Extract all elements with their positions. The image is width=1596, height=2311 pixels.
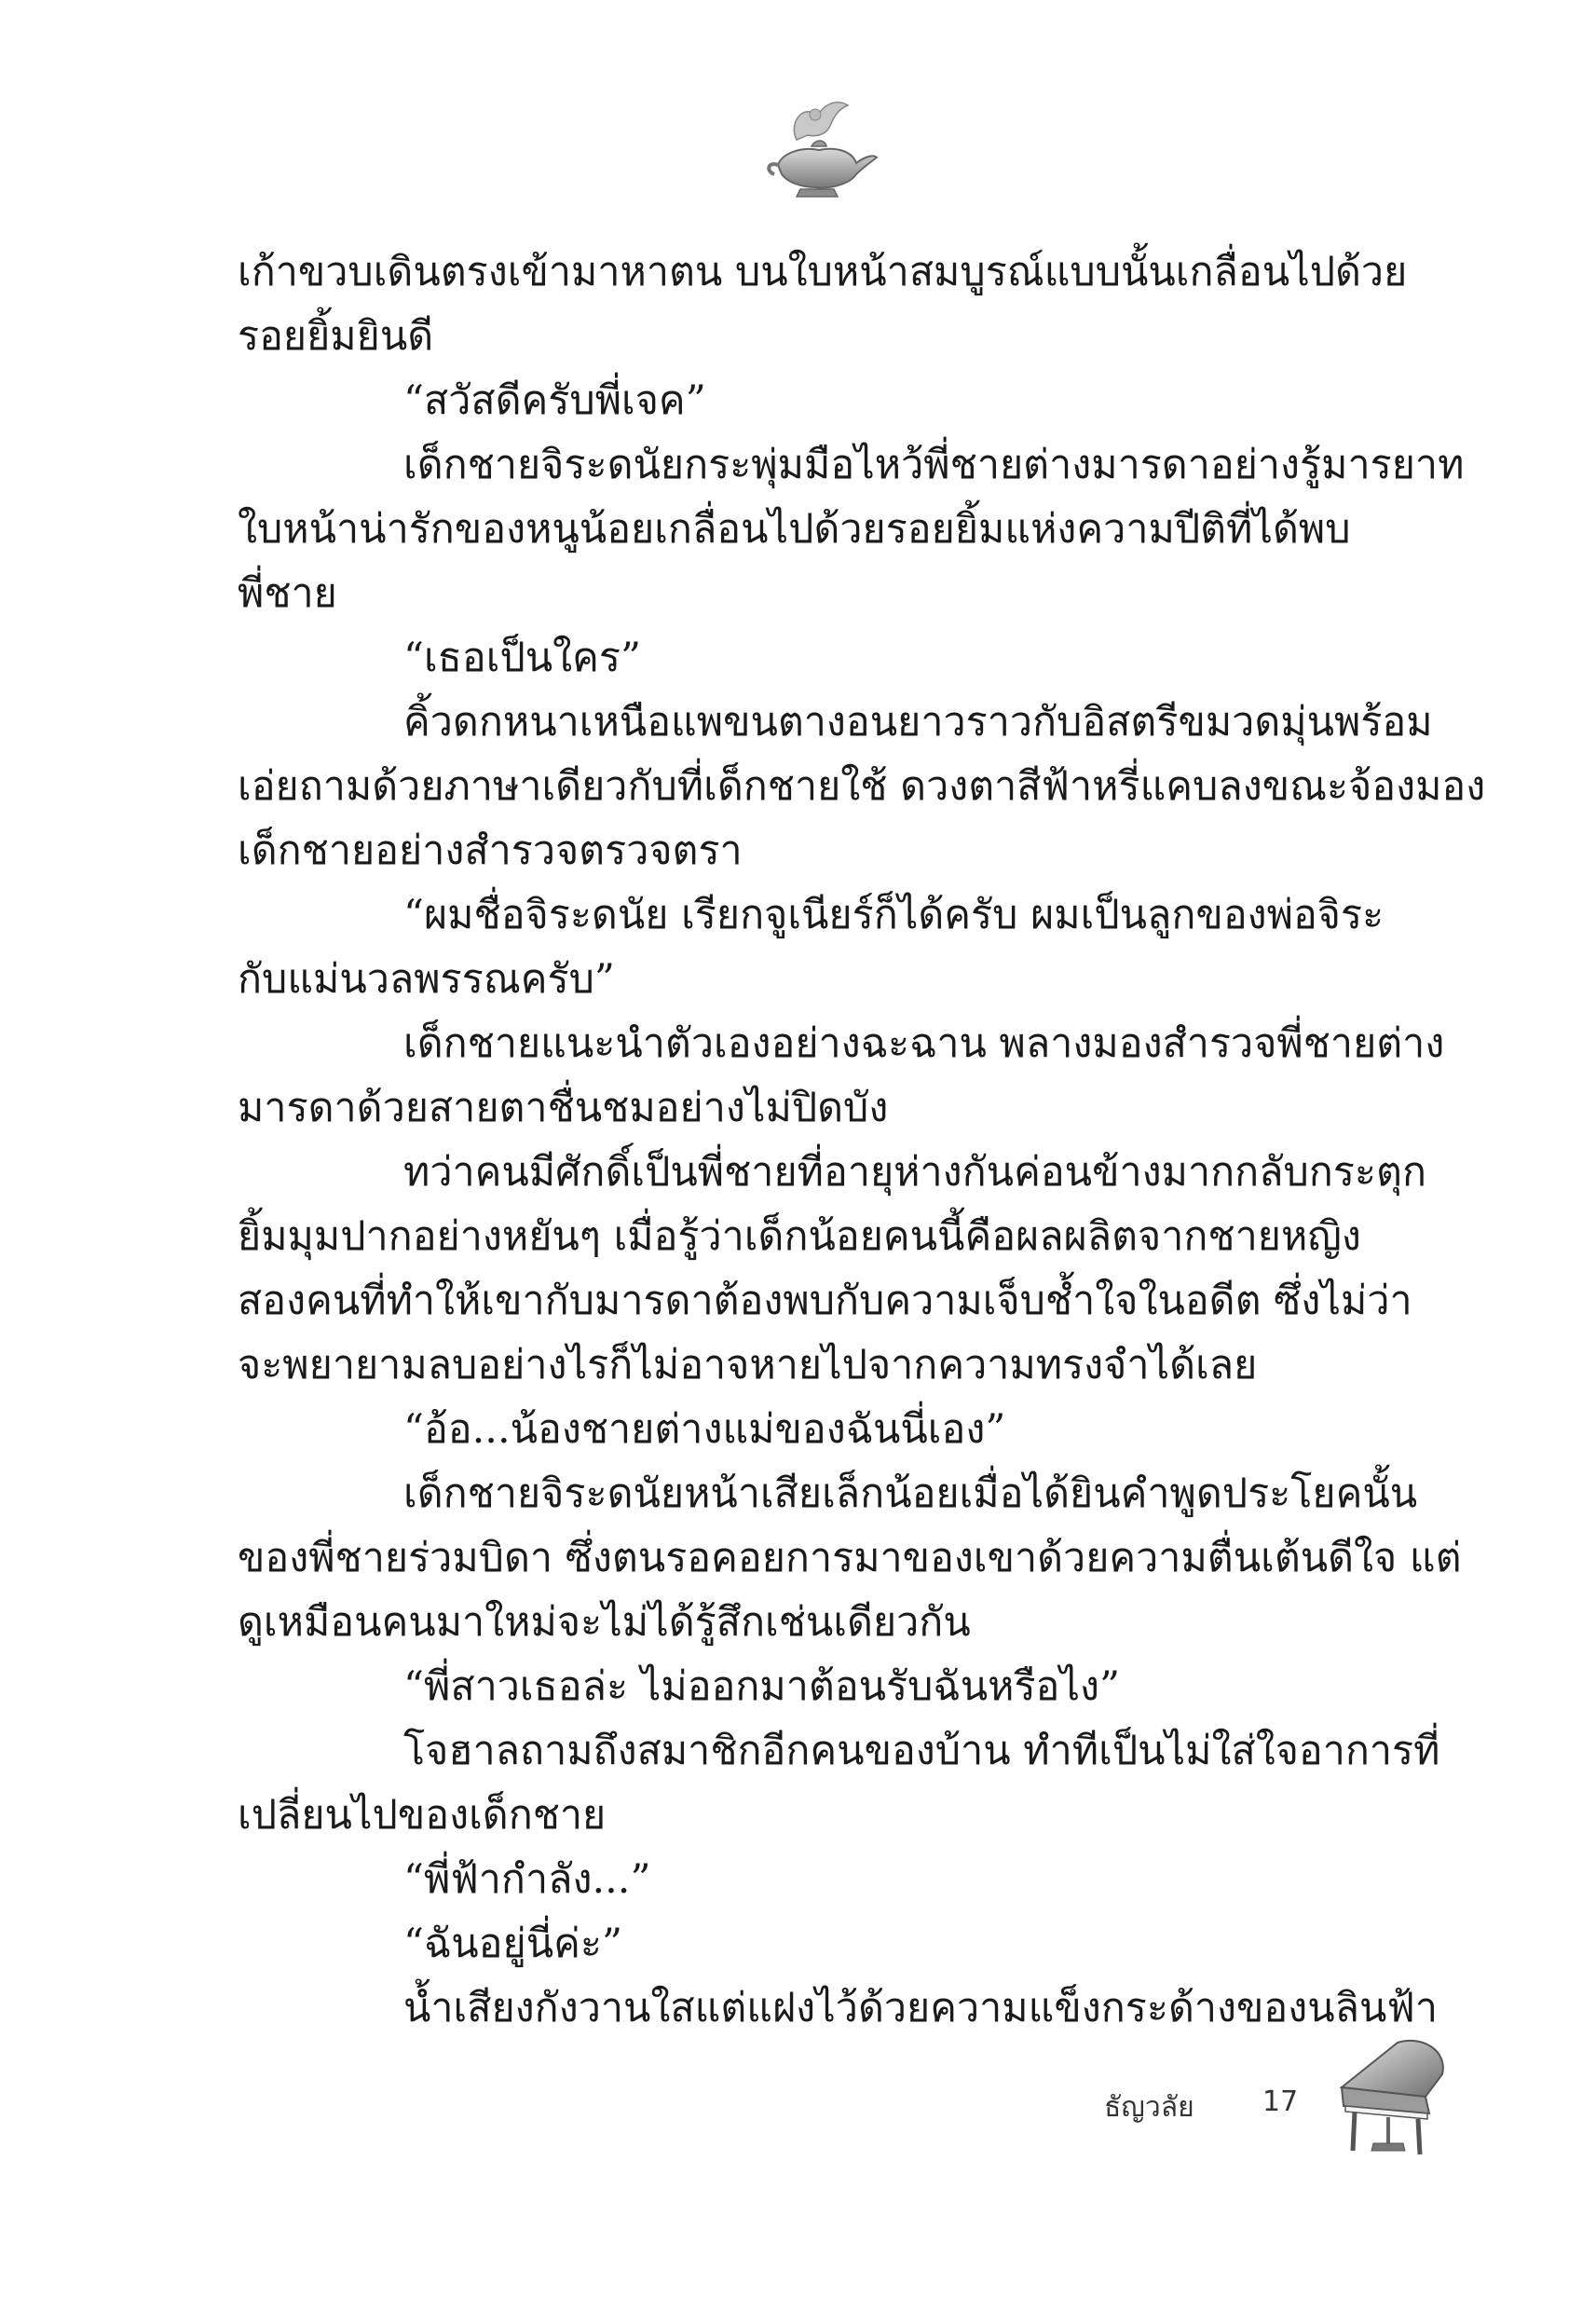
- text-line: เด็กชายจิระดนัยกระพุ่มมือไหว้พี่ชายต่างมารดาอย่างรู้มารยาท: [403, 442, 1465, 488]
- text-line: เอ่ยถามด้วยภาษาเดียวกับที่เด็กชายใช้ ดวงตาสีฟ้าหรี่แคบลงขณะจ้องมอง: [238, 763, 1486, 810]
- text-line: “อ้อ...น้องชายต่างแม่ของฉันนี่เอง”: [403, 1406, 1006, 1453]
- text-line: “สวัสดีครับพี่เจค”: [403, 377, 706, 424]
- text-line: “พี่สาวเธอล่ะ ไม่ออกมาต้อนรับฉันหรือไง”: [403, 1663, 1120, 1710]
- text-line: จะพยายามลบอย่างไรก็ไม่อาจหายไปจากความทรงจำได้เลย: [238, 1342, 1258, 1388]
- page-number: 17: [1262, 2085, 1299, 2118]
- text-line: ยิ้มมุมปากอย่างหยันๆ เมื่อรู้ว่าเด็กน้อยคนนี้คือผลผลิตจากชายหญิง: [238, 1213, 1361, 1260]
- text-line: ของพี่ชายร่วมบิดา ซึ่งตนรอคอยการมาของเขาด้วยความตื่นเต้นดีใจ แต่: [238, 1535, 1462, 1581]
- text-line: โจฮาลถามถึงสมาชิกอีกคนของบ้าน ทำทีเป็นไม่ใส่ใจอาการที่: [403, 1728, 1440, 1774]
- text-line: ทว่าคนมีศักดิ์เป็นพี่ชายที่อายุห่างกันค่อนข้างมากกลับกระตุก: [403, 1149, 1426, 1196]
- text-line: “เธอเป็นใคร”: [403, 635, 641, 681]
- text-line: พี่ชาย: [238, 570, 337, 617]
- text-line: คิ้วดกหนาเหนือแพขนตางอนยาวราวกับอิสตรีขมวดมุ่นพร้อม: [403, 699, 1433, 745]
- genie-lamp-icon: [759, 89, 880, 210]
- text-line: น้ำเสียงกังวานใสแต่แฝงไว้ด้วยความแข็งกระด้างของนลินฟ้า: [403, 1985, 1438, 2031]
- body-text: [238, 240, 1486, 2041]
- text-line: เด็กชายแนะนำตัวเองอย่างฉะฉาน พลางมองสำรวจพี่ชายต่าง: [403, 1020, 1445, 1067]
- text-line: รอยยิ้มยินดี: [238, 313, 434, 360]
- text-line: “พี่ฟ้ากำลัง...”: [403, 1856, 651, 1903]
- footer-author: ธัญวลัย: [1104, 2091, 1194, 2124]
- text-line: กับแม่นวลพรรณครับ”: [238, 956, 615, 1003]
- text-line: ใบหน้าน่ารักของหนูน้อยเกลื่อนไปด้วยรอยยิ้มแห่งความปีติที่ได้พบ: [238, 506, 1351, 553]
- text-line: เด็กชายจิระดนัยหน้าเสียเล็กน้อยเมื่อได้ยินคำพูดประโยคนั้น: [403, 1470, 1418, 1517]
- text-line: เก้าขวบเดินตรงเข้ามาหาตน บนใบหน้าสมบูรณ์แบบนั้นเกลื่อนไปด้วย: [238, 249, 1408, 295]
- text-line: ดูเหมือนคนมาใหม่จะไม่ได้รู้สึกเช่นเดียวกัน: [238, 1599, 971, 1646]
- text-line: “ผมชื่อจิระดนัย เรียกจูเนียร์ก็ได้ครับ ผมเป็นลูกของพ่อจิระ: [403, 892, 1385, 938]
- text-line: เปลี่ยนไปของเด็กชาย: [238, 1792, 607, 1839]
- grand-piano-icon: [1332, 2031, 1453, 2162]
- text-line: มารดาด้วยสายตาชื่นชมอย่างไม่ปิดบัง: [238, 1085, 889, 1131]
- text-line: เด็กชายอย่างสำรวจตรวจตรา: [238, 827, 743, 874]
- text-line: “ฉันอยู่นี่ค่ะ”: [403, 1921, 622, 1967]
- text-line: สองคนที่ทำให้เขากับมารดาต้องพบกับความเจ็บช้ำใจในอดีต ซึ่งไม่ว่า: [238, 1278, 1412, 1324]
